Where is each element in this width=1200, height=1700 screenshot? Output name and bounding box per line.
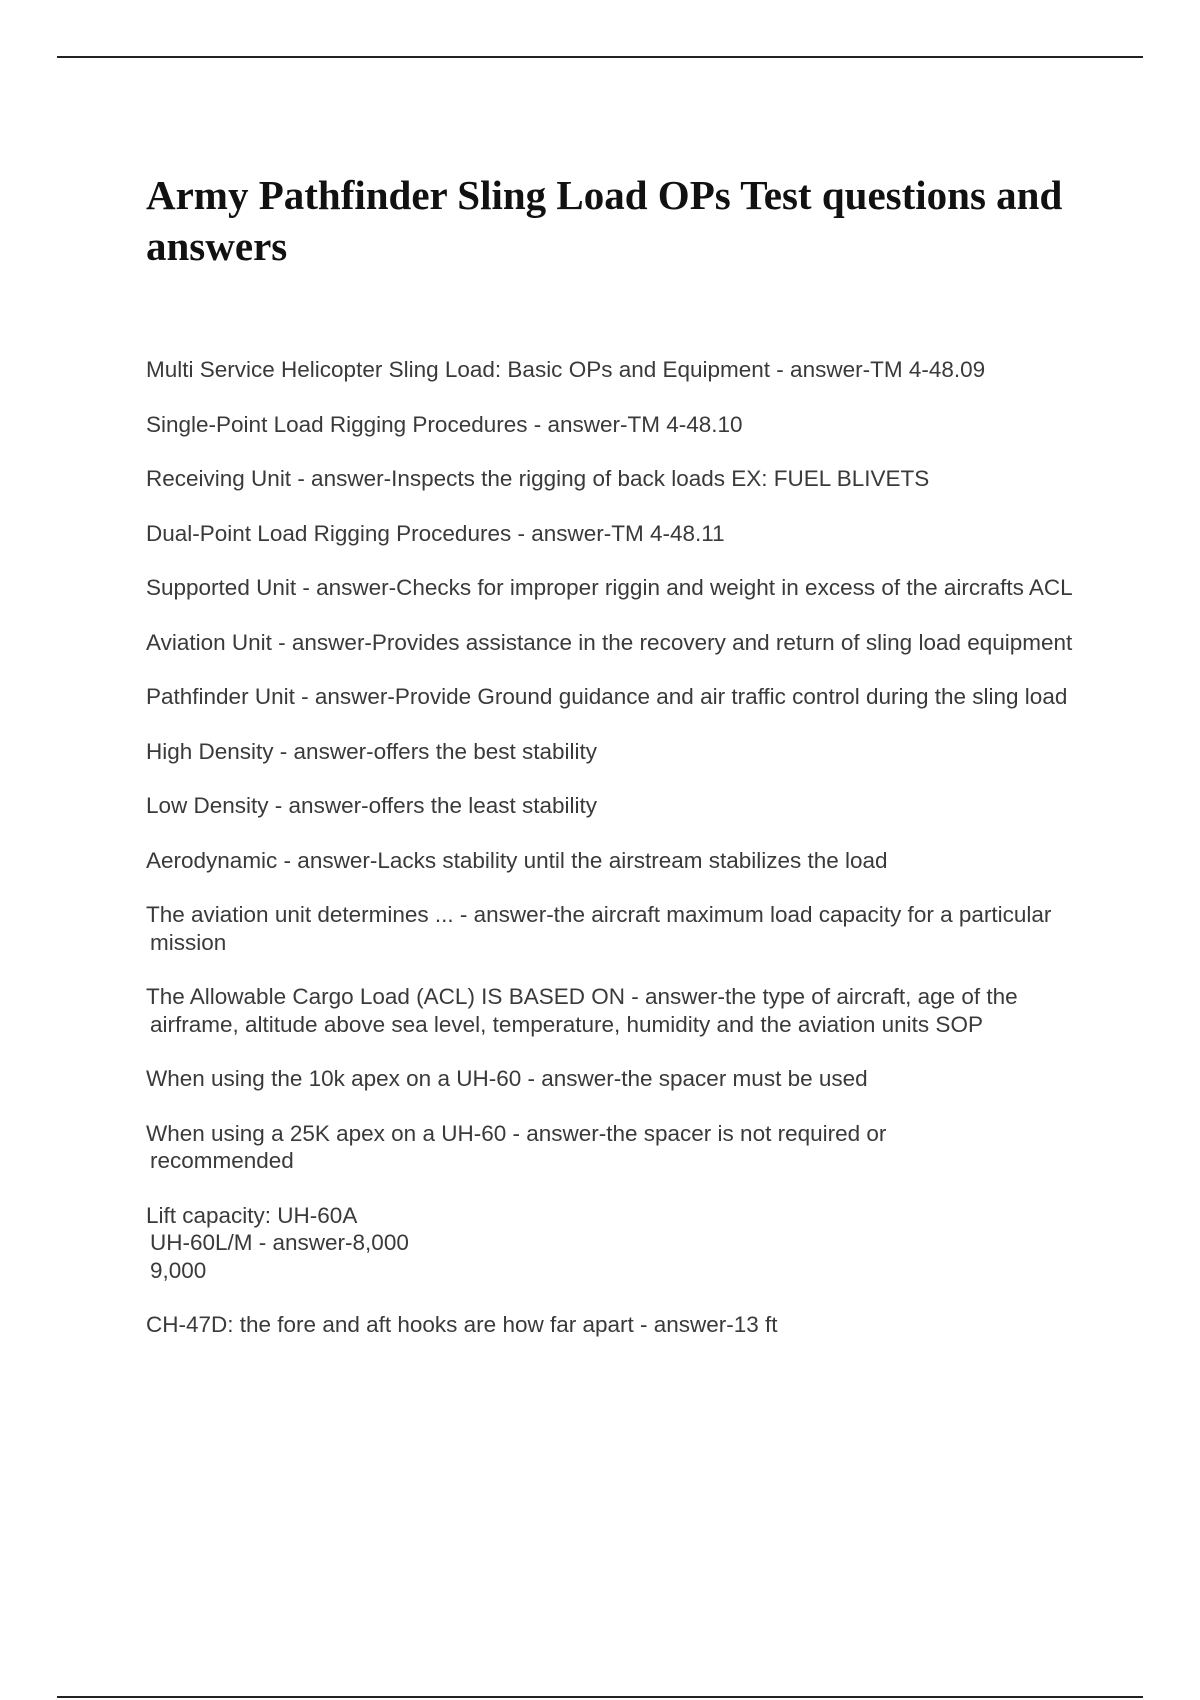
qa-item: Aerodynamic - answer-Lacks stability until the airstream stabilizes the load	[146, 847, 888, 873]
document-body	[146, 170, 1086, 1366]
qa-item: The Allowable Cargo Load (ACL) IS BASED ON - answer-the type of aircraft, age of the airframe, altitude above sea level, temperature, humidity and the aviation units SOP	[146, 984, 1018, 1037]
header-rule	[57, 56, 1143, 58]
qa-item: When using a 25K apex on a UH-60 - answer-the spacer is not required or recommended	[146, 1120, 887, 1173]
qa-item: CH-47D: the fore and aft hooks are how far apart - answer-13 ft	[146, 1312, 778, 1337]
qa-item: Single-Point Load Rigging Procedures - answer-TM 4-48.10	[146, 411, 743, 437]
qa-item: High Density - answer-offers the best stability	[146, 738, 598, 764]
qa-item: Low Density - answer-offers the least stability	[146, 793, 598, 818]
qa-item: Dual-Point Load Rigging Procedures - answer-TM 4-48.11	[146, 520, 725, 546]
qa-item: When using the 10k apex on a UH-60 - answer-the spacer must be used	[146, 1066, 868, 1091]
qa-list	[146, 356, 1086, 1339]
footer-rule	[57, 1696, 1143, 1698]
qa-item: The aviation unit determines ... - answer-the aircraft maximum load capacity for a particular mission	[146, 902, 1052, 955]
qa-item: Pathfinder Unit - answer-Provide Ground guidance and air traffic control during the sling load	[146, 684, 1068, 709]
qa-item: Aviation Unit - answer-Provides assistance in the recovery and return of sling load equipment	[146, 629, 1073, 655]
qa-item: Multi Service Helicopter Sling Load: Basic OPs and Equipment - answer-TM 4-48.09	[146, 357, 986, 382]
qa-item: Supported Unit - answer-Checks for improper riggin and weight in excess of the aircrafts ACL	[146, 575, 1073, 600]
qa-item: Receiving Unit - answer-Inspects the rigging of back loads EX: FUEL BLIVETS	[146, 466, 930, 491]
document-title: Army Pathfinder Sling Load OPs Test questions and answers	[146, 172, 1063, 269]
qa-item: Lift capacity: UH-60A UH-60L/M - answer-8,000 9,000	[146, 1202, 409, 1283]
